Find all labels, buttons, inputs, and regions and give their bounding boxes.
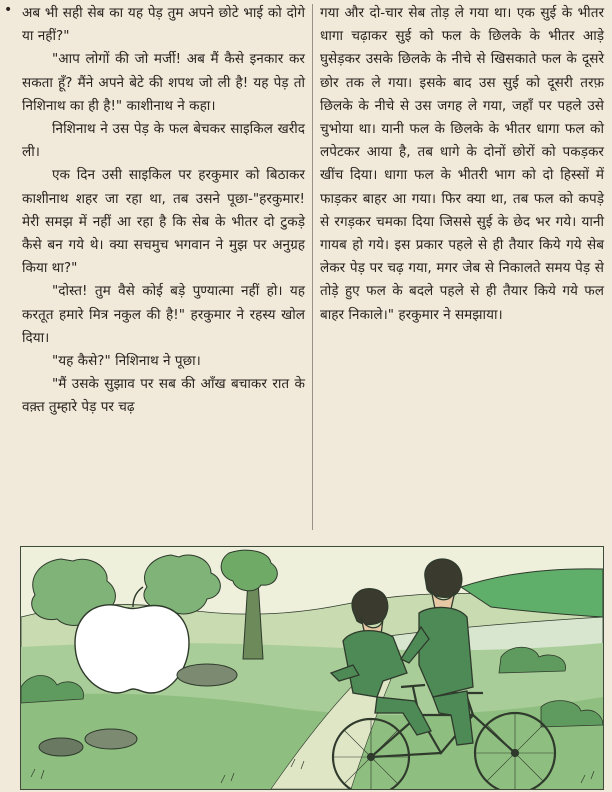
story-illustration — [20, 546, 604, 790]
page-bullet: • — [4, 2, 13, 18]
paragraph: एक दिन उसी साइकिल पर हरकुमार को बिठाकर काशीनाथ शहर जा रहा था, तब उसने पूछा-"हरकुमार! मेरी समझ में नहीं आ रहा है कि सेब के भीतर दो टुकड़े कैसे बन गये थे। क्या सचमुच भगवान ने मुझ पर अनुग्रह किया था?" — [22, 167, 305, 277]
paragraph: "दोस्त! तुम वैसे कोई बड़े पुण्यात्मा नहीं हो। यह करतूत हमारे मित्र नकुल की है!" हरकुमार ने रहस्य खोल दिया। — [22, 283, 305, 346]
right-text-column — [320, 2, 604, 327]
paragraph: "यह कैसे?" निशिनाथ ने पूछा। — [52, 353, 201, 370]
paragraph: गया और दो-चार सेब तोड़ ले गया था। एक सुई के भीतर धागा चढ़ाकर सुई को फल के छिलके के भीतर आड़े घुसेड़कर उसके छिलके के नीचे से खिसकाते फल के दूसरे छोर तक ले गया। इसके बाद उस सुई को दूसरी तरफ़ छिलके के नीचे से उस जगह ले गया, जहाँ पर पहले उसे चुभोया था। यानी फल के छिलके के भीतर धागा फल को लपेटकर आया है, तब धागे के दोनों छोरों को पकड़कर खींच दिया। धागा फल के भीतरी भाग को दो हिस्सों में फाड़कर बाहर आ गया। फिर क्या था, तब फल को कपड़े से रगड़कर चमका दिया जिससे सुई के छेद भर गये। यानी गायब हो गये। इस प्रकार पहले से ही तैयार किये गये सेब लेकर पेड़ पर चढ़ गया, मगर जेब से निकालते समय पेड़ से तोड़े हुए फल के बदले पहले से ही तैयार किये गये फल बाहर निकाले।" हरकुमार ने समझाया। — [320, 5, 604, 323]
column-divider — [312, 4, 313, 530]
illustration-art — [21, 547, 603, 789]
paragraph: "आप लोगों की जो मर्जी! अब मैं कैसे इनकार कर सकता हूँ? मैंने अपने बेटे की शपथ जो ली है! यह पेड़ तो निशिनाथ का ही है!" काशीनाथ ने कहा। — [22, 51, 305, 114]
paragraph: अब भी सही सेब का यह पेड़ तुम अपने छोटे भाई को दोगे या नहीं?" — [22, 5, 305, 45]
paragraph: "मैं उसके सुझाव पर सब की आँख बचाकर रात के वक़्त तुम्हारे पेड़ पर चढ़ — [22, 376, 305, 416]
left-text-column — [22, 2, 305, 420]
paragraph: निशिनाथ ने उस पेड़ के फल बेचकर साइकिल खरीद ली। — [22, 121, 305, 161]
